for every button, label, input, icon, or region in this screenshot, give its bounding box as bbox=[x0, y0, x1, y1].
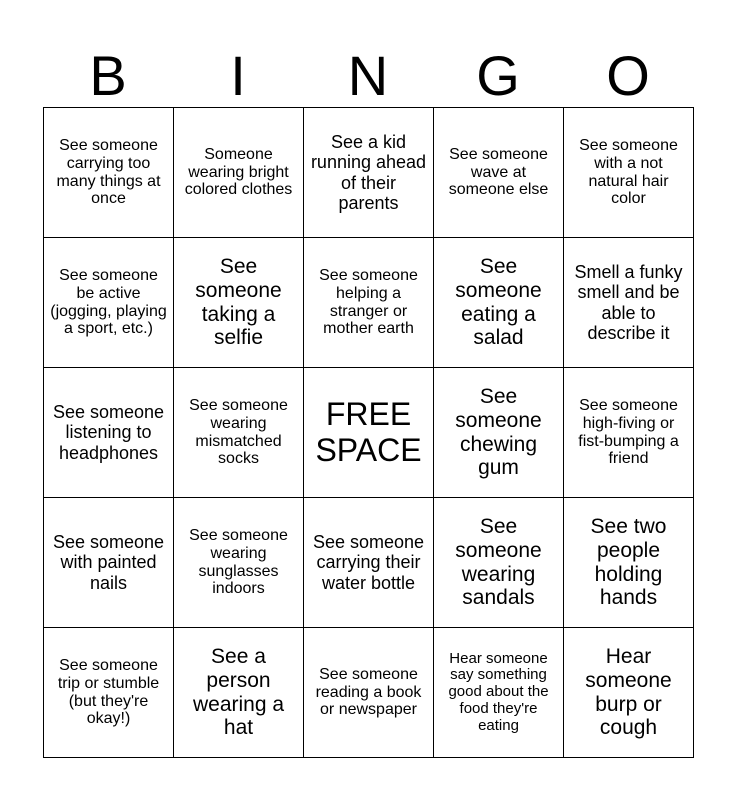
bingo-cell[interactable]: See someone wearing mismatched socks bbox=[174, 368, 304, 498]
header-letter-g: G bbox=[476, 44, 520, 107]
bingo-cell[interactable]: See someone carrying too many things at once bbox=[44, 108, 174, 238]
bingo-cell[interactable]: See someone wave at someone else bbox=[434, 108, 564, 238]
bingo-cell[interactable]: See a person wearing a hat bbox=[174, 628, 304, 758]
board-row bbox=[44, 628, 694, 758]
header-letter-b: B bbox=[89, 44, 127, 107]
bingo-cell[interactable]: See someone wearing sandals bbox=[434, 498, 564, 628]
bingo-cell[interactable]: See someone eating a salad bbox=[434, 238, 564, 368]
bingo-cell[interactable]: See someone with painted nails bbox=[44, 498, 174, 628]
bingo-cell[interactable]: Someone wearing bright colored clothes bbox=[174, 108, 304, 238]
bingo-cell[interactable]: Hear someone say something good about the food they're eating bbox=[434, 628, 564, 758]
bingo-cell[interactable]: See two people holding hands bbox=[564, 498, 694, 628]
bingo-cell[interactable]: See someone reading a book or newspaper bbox=[304, 628, 434, 758]
board-row bbox=[44, 498, 694, 628]
bingo-cell[interactable]: See a kid running ahead of their parents bbox=[304, 108, 434, 238]
bingo-cell[interactable]: See someone listening to headphones bbox=[44, 368, 174, 498]
board-row bbox=[44, 238, 694, 368]
board-row bbox=[44, 108, 694, 238]
bingo-cell[interactable]: See someone taking a selfie bbox=[174, 238, 304, 368]
bingo-cell[interactable]: See someone trip or stumble (but they're okay!) bbox=[44, 628, 174, 758]
header-letter-n: N bbox=[347, 44, 389, 107]
bingo-cell[interactable]: See someone chewing gum bbox=[434, 368, 564, 498]
board-row bbox=[44, 368, 694, 498]
bingo-cell[interactable]: Smell a funky smell and be able to describe it bbox=[564, 238, 694, 368]
header-letter-i: I bbox=[230, 44, 246, 107]
bingo-header bbox=[43, 44, 693, 108]
bingo-cell[interactable]: See someone helping a stranger or mother earth bbox=[304, 238, 434, 368]
bingo-cell[interactable]: See someone high-fiving or fist-bumping a friend bbox=[564, 368, 694, 498]
free-space-cell[interactable]: FREE SPACE bbox=[304, 368, 434, 498]
bingo-cell[interactable]: See someone wearing sunglasses indoors bbox=[174, 498, 304, 628]
bingo-cell[interactable]: See someone with a not natural hair color bbox=[564, 108, 694, 238]
bingo-cell[interactable]: See someone be active (jogging, playing a sport, etc.) bbox=[44, 238, 174, 368]
header-letter-o: O bbox=[606, 44, 650, 107]
bingo-cell[interactable]: See someone carrying their water bottle bbox=[304, 498, 434, 628]
bingo-board bbox=[43, 107, 694, 758]
bingo-cell[interactable]: Hear someone burp or cough bbox=[564, 628, 694, 758]
